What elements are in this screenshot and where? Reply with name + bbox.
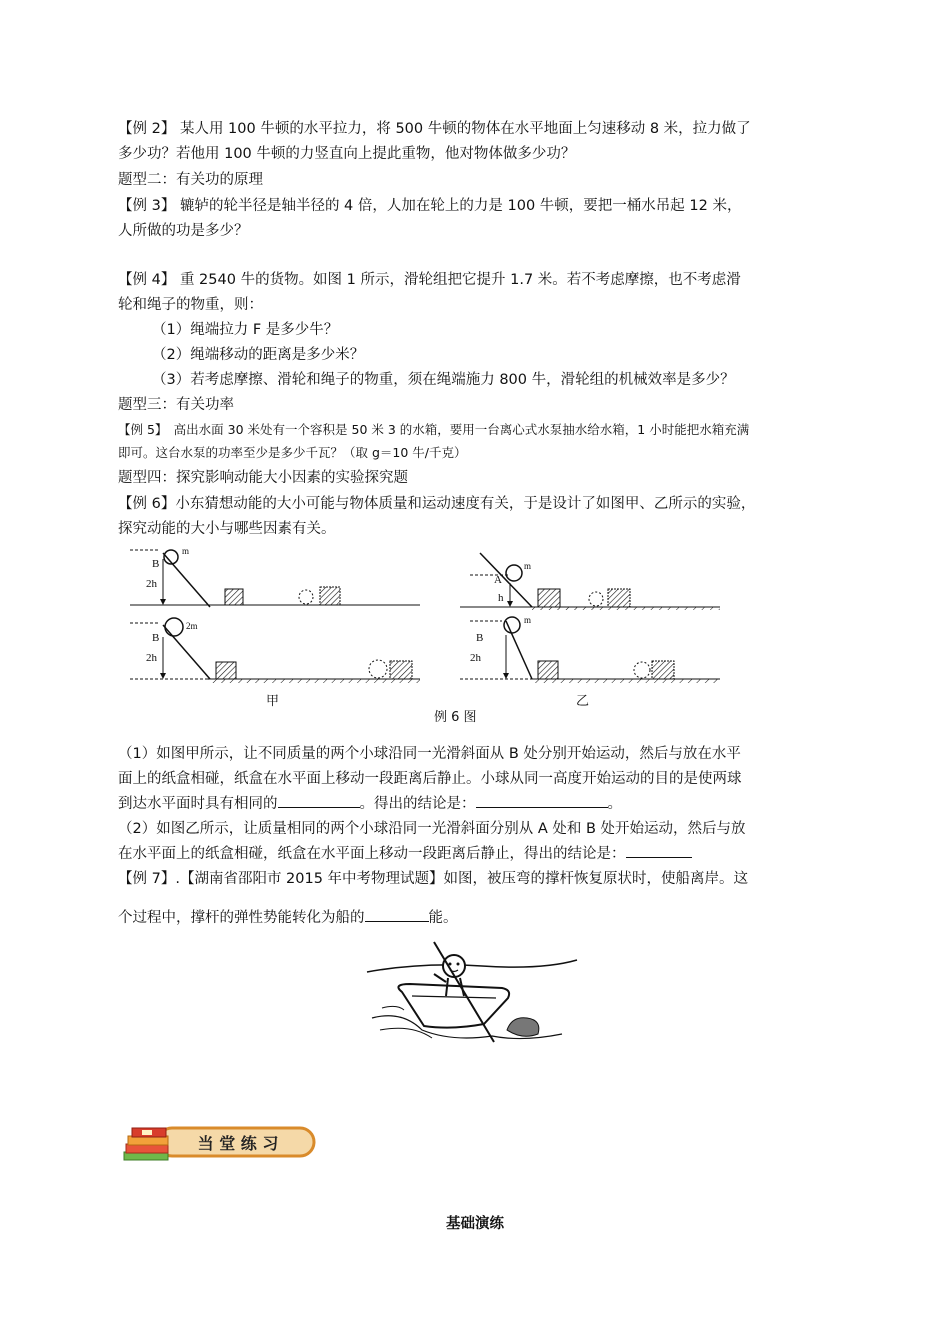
example-2-line-1: 【例 2】 某人用 100 牛顿的水平拉力，将 500 牛顿的物体在水平地面上匀速移动 8 米，拉力做了 [118, 121, 751, 137]
example-4-question-3: （3）若考虑摩擦、滑轮和绳子的物重，须在绳端施力 800 牛，滑轮组的机械效率是多少？ [152, 372, 735, 388]
example-6-part-1-line-1: （1）如图甲所示，让不同质量的两个小球沿同一光滑斜面从 B 处分别开始运动，然后与放在水平 [118, 746, 741, 762]
boat-illustration [362, 938, 582, 1050]
label-m-3: m [524, 615, 532, 625]
example-6-part-1-line-2: 面上的纸盒相碰，纸盒在水平面上移动一段距离后静止。小球从同一高度开始运动的目的是使两球 [118, 771, 742, 787]
example-2-line-2: 多少功？若他用 100 牛顿的力竖直向上提此重物，他对物体做多少功？ [118, 146, 576, 162]
example-3-line-2: 人所做的功是多少？ [118, 223, 249, 239]
diagram-yi-lower [460, 615, 720, 683]
label-h: h [498, 592, 504, 604]
label-2h-2: 2h [146, 652, 157, 664]
example-7-line-2 [118, 906, 458, 930]
example-6-part-1-line-3 [118, 792, 622, 816]
section-type-3-heading: 题型三：有关功率 [118, 397, 234, 413]
figure-6-caption: 例 6 图 [434, 710, 477, 725]
label-2h-1: 2h [146, 578, 157, 590]
label-2m: 2m [186, 621, 198, 631]
banner-text: 当 堂 练 习 [197, 1134, 279, 1153]
label-m-2: m [524, 561, 532, 571]
example-4-question-1: （1）绳端拉力 F 是多少牛？ [152, 322, 339, 338]
example-4-line-1: 【例 4】 重 2540 牛的货物。如图 1 所示，滑轮组把它提升 1.7 米。若不考虑摩擦，也不考虑滑 [118, 272, 741, 288]
label-B-1: B [152, 558, 160, 570]
example-6-line-2: 探究动能的大小与哪些因素有关。 [118, 521, 336, 537]
example-6-part-2-line-1: （2）如图乙所示，让质量相同的两个小球沿同一光滑斜面分别从 A 处和 B 处开始运动，然后与放 [118, 821, 746, 837]
label-m-1: m [182, 546, 190, 556]
text-segment: 在水平面上的纸盒相碰，纸盒在水平面上移动一段距离后静止，得出的结论是： [118, 846, 626, 862]
example-6-part-2-line-2 [118, 842, 692, 866]
text-segment: 。 [607, 796, 622, 812]
text-segment: 。得出的结论是： [359, 796, 476, 812]
label-jia: 甲 [266, 693, 280, 708]
label-A: A [494, 574, 502, 586]
label-B-3: B [476, 632, 484, 644]
answer-blank-1 [278, 793, 360, 808]
answer-blank-4 [365, 907, 429, 922]
label-2h-3: 2h [470, 652, 481, 664]
section-type-2-heading: 题型二：有关功的原理 [118, 172, 263, 188]
diagram-jia-lower [130, 618, 420, 683]
section-type-4-heading: 题型四：探究影响动能大小因素的实验探究题 [118, 470, 408, 486]
example-3-line-1: 【例 3】 辘轳的轮半径是轴半径的 4 倍，人加在轮上的力是 100 牛顿，要把一桶水吊起 12 米， [118, 198, 742, 214]
diagram-yi-upper [460, 553, 720, 610]
label-B-2: B [152, 632, 160, 644]
example-7-line-1: 【例 7】.【湖南省邵阳市 2015 年中考物理试题】如图，被压弯的撑杆恢复原状时，使船离岸。这 [118, 871, 749, 887]
example-5-line-2: 即可。这台水泵的功率至少是多少千瓦？（取 g＝10 牛/千克） [118, 445, 467, 460]
section-title-basic-practice: 基础演练 [446, 1216, 504, 1232]
answer-blank-3 [626, 843, 692, 858]
example-5-line-1: 【例 5】 高出水面 30 米处有一个容积是 50 米 3 的水箱，要用一台离心式水泵抽水给水箱，1 小时能把水箱充满 [118, 422, 750, 437]
text-segment: 到达水平面时具有相同的 [118, 796, 278, 812]
answer-blank-2 [476, 793, 608, 808]
text-segment: 个过程中，撑杆的弹性势能转化为船的 [118, 910, 365, 926]
example-6-figure [130, 545, 730, 730]
practice-banner [120, 1122, 320, 1170]
example-6-line-1: 【例 6】小东猜想动能的大小可能与物体质量和运动速度有关，于是设计了如图甲、乙所示的实验， [118, 496, 756, 512]
text-segment: 能。 [428, 910, 458, 926]
label-yi: 乙 [576, 693, 590, 708]
example-4-line-2: 轮和绳子的物重，则： [118, 297, 263, 313]
example-4-question-2: （2）绳端移动的距离是多少米？ [152, 347, 365, 363]
diagram-jia-upper [130, 546, 420, 607]
